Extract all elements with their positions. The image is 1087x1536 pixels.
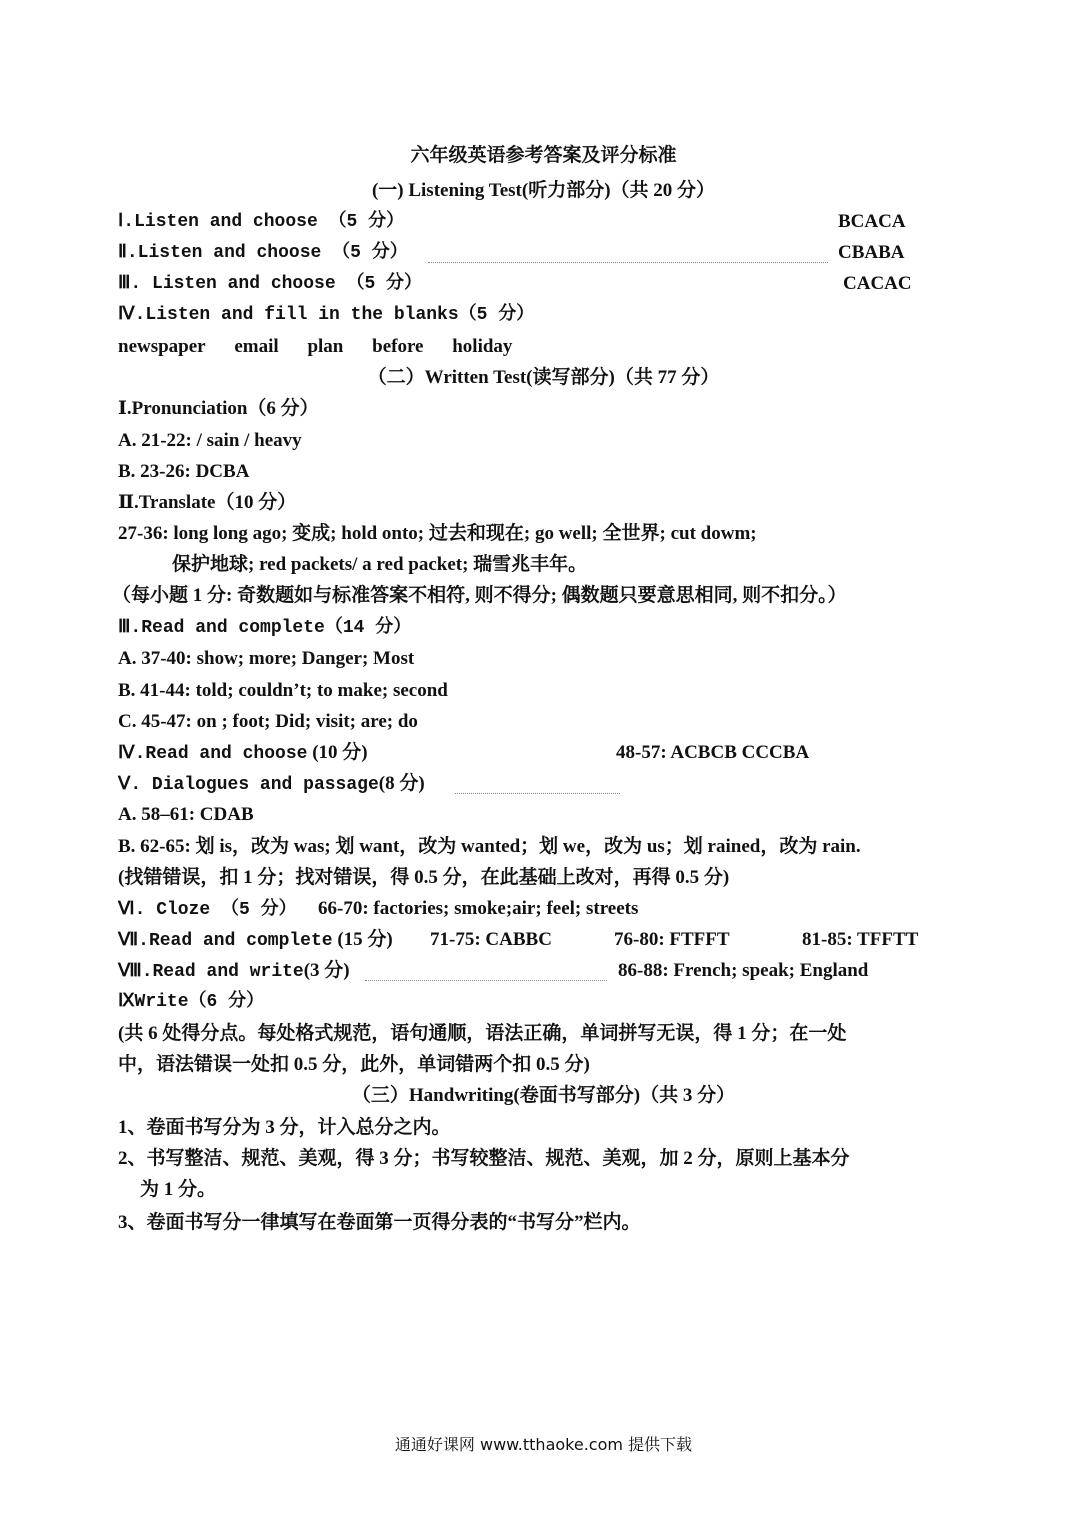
footer-credit: 通通好课网 www.tthaoke.com 提供下载 [394,1435,693,1454]
listening-q4-words [118,334,512,360]
pronunciation-a: A. 21-22: / sain / heavy [118,430,302,451]
translate-line1: 27-36: long long ago; 变成; hold onto; 过去和现在; go well; 全世界; cut dowm; [118,523,757,544]
translate-note: （每小题 1 分: 奇数题如与标准答案不相符, 则不得分; 偶数题只要意思相同, 则不扣分。） [112,585,847,606]
write-note-line2: 中，语法错误一处扣 0.5 分，此外，单词错两个扣 0.5 分) [118,1054,590,1075]
dialogues-note: (找错错误，扣 1 分；找对错误，得 0.5 分，在此基础上改对，再得 0.5 分) [118,867,730,888]
translate-label: Ⅱ.Translate（10 分） [118,492,297,513]
handwriting-rule2a: 2、书写整洁、规范、美观，得 3 分；书写较整洁、规范、美观，加 2 分，原则上基本分 [118,1148,850,1169]
word: plan [307,336,344,357]
dotted-leader [428,262,828,263]
read-choose-answer: 48-57: ACBCB CCCBA [616,742,810,763]
part1-heading: (一) Listening Test(听力部分)（共 20 分） [371,180,716,201]
read-complete-label: Ⅲ.Read and complete（14 分） [118,618,412,638]
write-note-line1: (共 6 处得分点。每处格式规范，语句通顺，语法正确，单词拼写无误，得 1 分；在一处 [118,1023,847,1044]
cloze-label: Ⅵ. Cloze （5 分） [118,900,297,920]
handwriting-rule3: 3、卷面书写分一律填写在卷面第一页得分表的“书写分”栏内。 [118,1212,641,1233]
pronunciation-label: Ⅰ.Pronunciation（6 分） [118,398,319,419]
handwriting-rule2b: 为 1 分。 [140,1179,217,1200]
listening-q4-label: Ⅳ.Listen and fill in the blanks（5 分） [118,305,535,325]
read-write-label: Ⅷ.Read and write [118,962,304,982]
read-complete-b: B. 41-44: told; couldn’t; to make; second [118,680,448,701]
read-choose-label: Ⅳ.Read and choose [118,744,308,764]
read-complete-a: A. 37-40: show; more; Danger; Most [118,648,415,669]
read-write-points: (3 分) [303,960,350,981]
read-complete2-points: (15 分) [337,929,393,950]
word: newspaper [118,336,206,357]
read-complete2-label: Ⅶ.Read and complete [118,931,333,951]
listening-q3-label: Ⅲ. Listen and choose （5 分） [118,274,423,294]
pronunciation-b: B. 23-26: DCBA [118,461,250,482]
listening-q2-label: Ⅱ.Listen and choose （5 分） [118,243,408,263]
read-complete2-answer2: 76-80: FTFFT [614,929,730,950]
listening-q2-answer: CBABA [838,242,905,263]
read-write-row [118,958,350,985]
cloze-row [118,896,297,923]
listening-q3-answer: CACAC [843,273,912,294]
read-complete2-row [118,927,393,954]
dialogues-points: (8 分) [378,773,425,794]
read-complete-c: C. 45-47: on ; foot; Did; visit; are; do [118,711,418,732]
read-choose-points: (10 分) [312,742,368,763]
dialogues-b: B. 62-65: 划 is，改为 was; 划 want，改为 wanted；划 we，改为 us；划 rained，改为 rain. [118,836,861,857]
word: before [372,336,424,357]
read-choose-row [118,740,368,767]
dialogues-a: A. 58–61: CDAB [118,804,254,825]
dialogues-row [118,771,425,798]
word: email [234,336,279,357]
part2-heading: （二）Written Test(读写部分)（共 77 分） [367,367,720,388]
document-title: 六年级英语参考答案及评分标准 [410,145,677,166]
word: holiday [452,336,513,357]
read-complete2-answer1: 71-75: CABBC [430,929,552,950]
cloze-answer: 66-70: factories; smoke;air; feel; streets [318,898,639,919]
read-complete2-answer3: 81-85: TFFTT [802,929,919,950]
part3-heading: （三）Handwriting(卷面书写部分)（共 3 分） [351,1085,736,1106]
dotted-leader [365,980,607,981]
translate-line2: 保护地球; red packets/ a red packet; 瑞雪兆丰年。 [172,554,588,575]
dotted-leader [455,793,620,794]
listening-q1-label: Ⅰ.Listen and choose （5 分） [118,212,405,232]
listening-q1-answer: BCACA [838,211,906,232]
read-write-answer: 86-88: French; speak; England [618,960,869,981]
write-label: ⅨWrite（6 分） [118,992,265,1012]
handwriting-rule1: 1、卷面书写分为 3 分，计入总分之内。 [118,1117,451,1138]
dialogues-label: Ⅴ. Dialogues and passage [118,775,379,795]
